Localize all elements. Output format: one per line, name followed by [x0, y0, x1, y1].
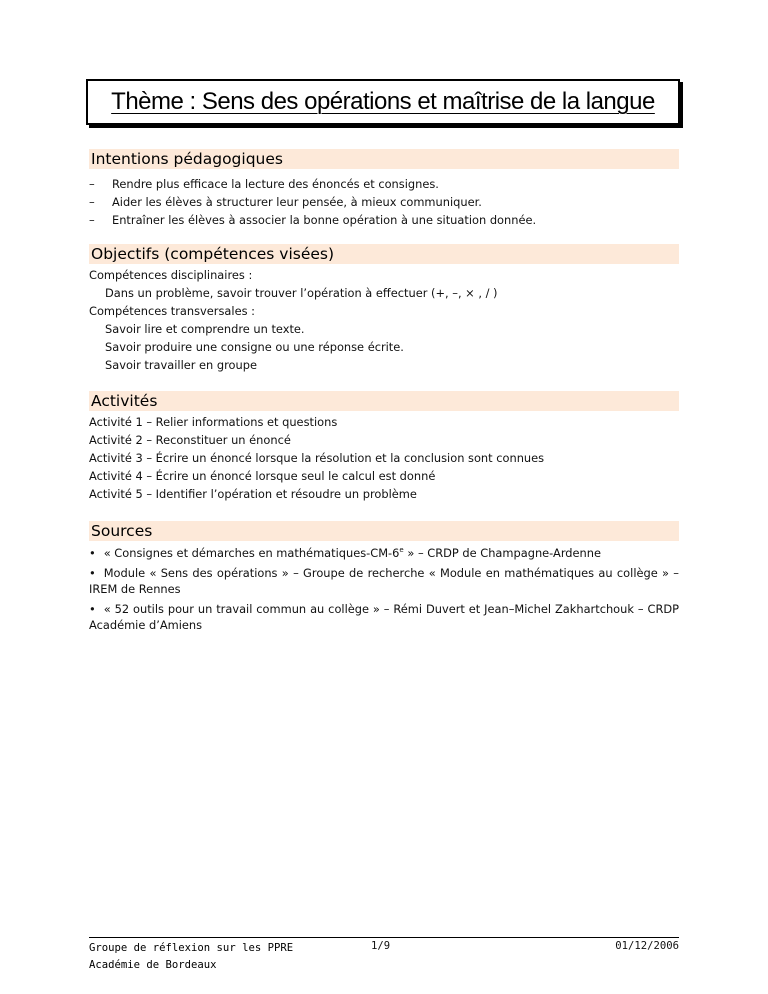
list-item — [89, 212, 679, 230]
source-item — [89, 545, 679, 561]
footer-academy: Académie de Bordeaux — [89, 959, 217, 971]
list-item — [89, 176, 679, 194]
source-text: » – CRDP de Champagne-Ardenne — [403, 546, 601, 560]
dash-marker: – — [89, 177, 95, 191]
disciplinaires-label: Compétences disciplinaires : — [89, 268, 253, 282]
section-activites — [89, 391, 679, 503]
list-item: Activité 1 – Relier informations et questions — [89, 415, 338, 429]
list-item: Activité 3 – Écrire un énoncé lorsque la résolution et la conclusion sont connues — [89, 451, 545, 465]
bullet-marker: • — [89, 602, 96, 616]
section-heading-objectifs: Objectifs (compétences visées) — [89, 244, 679, 264]
footer-left — [89, 940, 293, 974]
list-item-text: Rendre plus efficace la lecture des énoncés et consignes. — [112, 177, 439, 191]
bullet-marker: • — [89, 546, 96, 560]
section-sources — [89, 521, 679, 637]
list-item-text: Aider les élèves à structurer leur pensée, à mieux communiquer. — [112, 194, 482, 209]
section-objectifs — [89, 244, 679, 374]
footer-date: 01/12/2006 — [615, 940, 679, 952]
source-text: « Consignes et démarches en mathématiques-CM-6 — [103, 546, 400, 560]
source-item — [89, 601, 679, 633]
list-item: Activité 5 – Identifier l’opération et résoudre un problème — [89, 487, 417, 501]
section-heading-activites: Activités — [89, 391, 679, 411]
section-heading-intentions: Intentions pédagogiques — [89, 149, 679, 169]
list-item: Dans un problème, savoir trouver l’opération à effectuer (+, –, × , / ) — [105, 286, 498, 300]
list-item: Savoir travailler en groupe — [105, 358, 257, 372]
footer-group: Groupe de réflexion sur les PPRE — [89, 942, 294, 954]
dash-marker: – — [89, 212, 95, 227]
section-intentions — [89, 149, 679, 229]
page-title: Thème : Sens des opérations et maîtrise de la langue — [111, 88, 655, 115]
title-box — [86, 79, 680, 125]
source-superscript: e — [399, 546, 404, 555]
dash-marker: – — [89, 194, 95, 209]
transversales-label: Compétences transversales : — [89, 304, 255, 318]
list-item — [89, 194, 679, 212]
section-heading-sources: Sources — [89, 521, 679, 541]
source-text: Module « Sens des opérations » – Groupe de recherche « Module en mathématiques au collège » – IREM de Rennes — [89, 566, 679, 596]
list-item: Activité 4 – Écrire un énoncé lorsque seul le calcul est donné — [89, 469, 436, 483]
list-item: Activité 2 – Reconstituer un énoncé — [89, 433, 291, 447]
intentions-list — [89, 176, 679, 229]
list-item: Savoir produire une consigne ou une réponse écrite. — [105, 340, 404, 354]
list-item-text: Entraîner les élèves à associer la bonne opération à une situation donnée. — [112, 212, 537, 227]
page-number: 1/9 — [371, 940, 391, 952]
list-item: Savoir lire et comprendre un texte. — [105, 322, 305, 336]
source-text: « 52 outils pour un travail commun au collège » – Rémi Duvert et Jean–Michel Zakhartchouk – CRDP Académie d’Amiens — [89, 602, 679, 632]
footer-divider — [89, 937, 679, 938]
source-item — [89, 565, 679, 597]
bullet-marker: • — [89, 566, 96, 580]
